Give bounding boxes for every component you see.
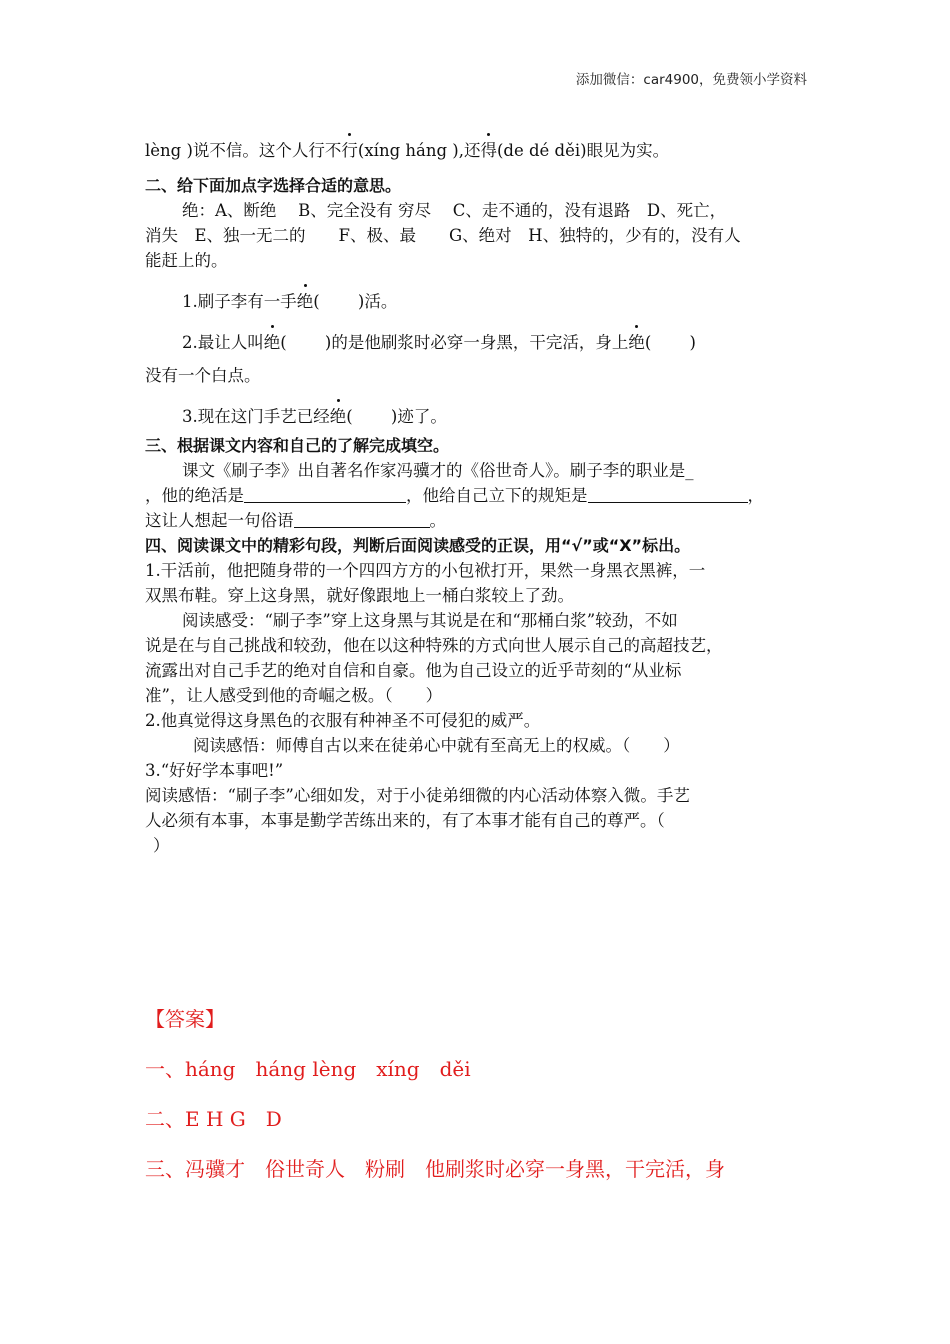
top-line-text-c: (de dé děi)眼见为实。 [496, 141, 670, 160]
dotted-char: 绝 [297, 289, 314, 314]
section4-r3-l1: 阅读感悟：“刷子李”心细如发，对于小徒弟细微的内心活动体察入微。手艺 [145, 786, 690, 805]
section4-r2: 阅读感悟：师傅自古以来在徒弟心中就有至高无上的权威。（ ） [193, 736, 680, 755]
section2-options-l2: 消失 E、独一无二的 F、极、最 G、绝对 H、独特的，少有的，没有人 [145, 226, 741, 245]
section4-r1-l2: 说是在与自己挑战和较劲，他在以这种特殊的方式向世人展示自己的高超技艺， [145, 636, 723, 655]
top-line-text-a: lèng )说不信。这个人行不 [145, 141, 342, 160]
section3-l1: 课文《刷子李》出自著名作家冯骥才的《俗世奇人》。刷子李的职业是_ [182, 461, 694, 480]
section2-options-l1: 绝：A、断绝 B、完全没有 穷尽 C、走不通的，没有退路 D、死亡， [182, 201, 727, 220]
section2-q2-line2: 没有一个白点。 [145, 366, 261, 385]
fill-blank[interactable] [294, 511, 430, 528]
section4-r1-l4: 准”，让人感受到他的奇崛之极。（ ） [145, 686, 443, 705]
section4-r1-l1: 阅读感受：“刷子李”穿上这身黑与其说是在和“那桶白浆”较劲，不如 [182, 611, 678, 630]
section4-p1-l1: 1.干活前，他把随身带的一个四四方方的小包袱打开，果然一身黑衣黑裤，一 [145, 561, 706, 580]
section3-title: 三、根据课文内容和自己的了解完成填空。 [145, 436, 450, 455]
dotted-char: 绝 [628, 330, 645, 355]
fill-blank[interactable] [244, 486, 406, 503]
section4-r3-l3: ） [153, 836, 170, 855]
top-line [145, 138, 810, 163]
section4-p3: 3.“好好学本事吧!” [145, 761, 284, 780]
section2-q3: 3.现在这门手艺已经绝( )迹了。 [145, 404, 810, 429]
section4-p2: 2.他真觉得这身黑色的衣服有种神圣不可侵犯的威严。 [145, 711, 541, 730]
answer-3: 三、冯骥才 俗世奇人 粉刷 他刷浆时必穿一身黑，干完活，身 [145, 1157, 725, 1181]
section3-l2: ，他的绝活是 ，他给自己立下的规矩是 ， [145, 486, 764, 505]
answer-2: 二、E H G D [145, 1107, 282, 1131]
answer-1: 一、háng háng lèng xíng děi [145, 1057, 471, 1081]
dotted-char: 得 [480, 138, 497, 163]
fill-blank[interactable] [588, 486, 748, 503]
section2-q1: 1.刷子李有一手绝( )活。 [145, 289, 810, 314]
dotted-char: 行 [341, 138, 358, 163]
section4-p1-l2: 双黑布鞋。穿上这身黑，就好像跟地上一桶白浆较上了劲。 [145, 586, 574, 605]
top-line-text-b: (xíng háng ),还 [357, 141, 481, 160]
section4-title: 四、阅读课文中的精彩句段，判断后面阅读感受的正误，用“√”或“X”标出。 [145, 536, 691, 555]
section3-l3: 这让人想起一句俗语 。 [145, 511, 446, 530]
header-note: 添加微信：car4900，免费领小学资料 [575, 72, 807, 88]
dotted-char: 绝 [330, 404, 347, 429]
section4-r1-l3: 流露出对自己手艺的绝对自信和自豪。他为自己设立的近乎苛刻的“从业标 [145, 661, 682, 680]
section2-options-l3: 能赶上的。 [145, 251, 228, 270]
answers-title: 【答案】 [145, 1007, 225, 1031]
exercise-content [145, 138, 810, 858]
section2-q2: 2.最让人叫绝( )的是他刷浆时必穿一身黑，干完活，身上绝( ) [145, 330, 810, 355]
section4-r3-l2: 人必须有本事，本事是勤学苦练出来的，有了本事才能有自己的尊严。（ [145, 811, 665, 830]
dotted-char: 绝 [264, 330, 281, 355]
section2-title: 二、给下面加点字选择合适的意思。 [145, 176, 402, 195]
